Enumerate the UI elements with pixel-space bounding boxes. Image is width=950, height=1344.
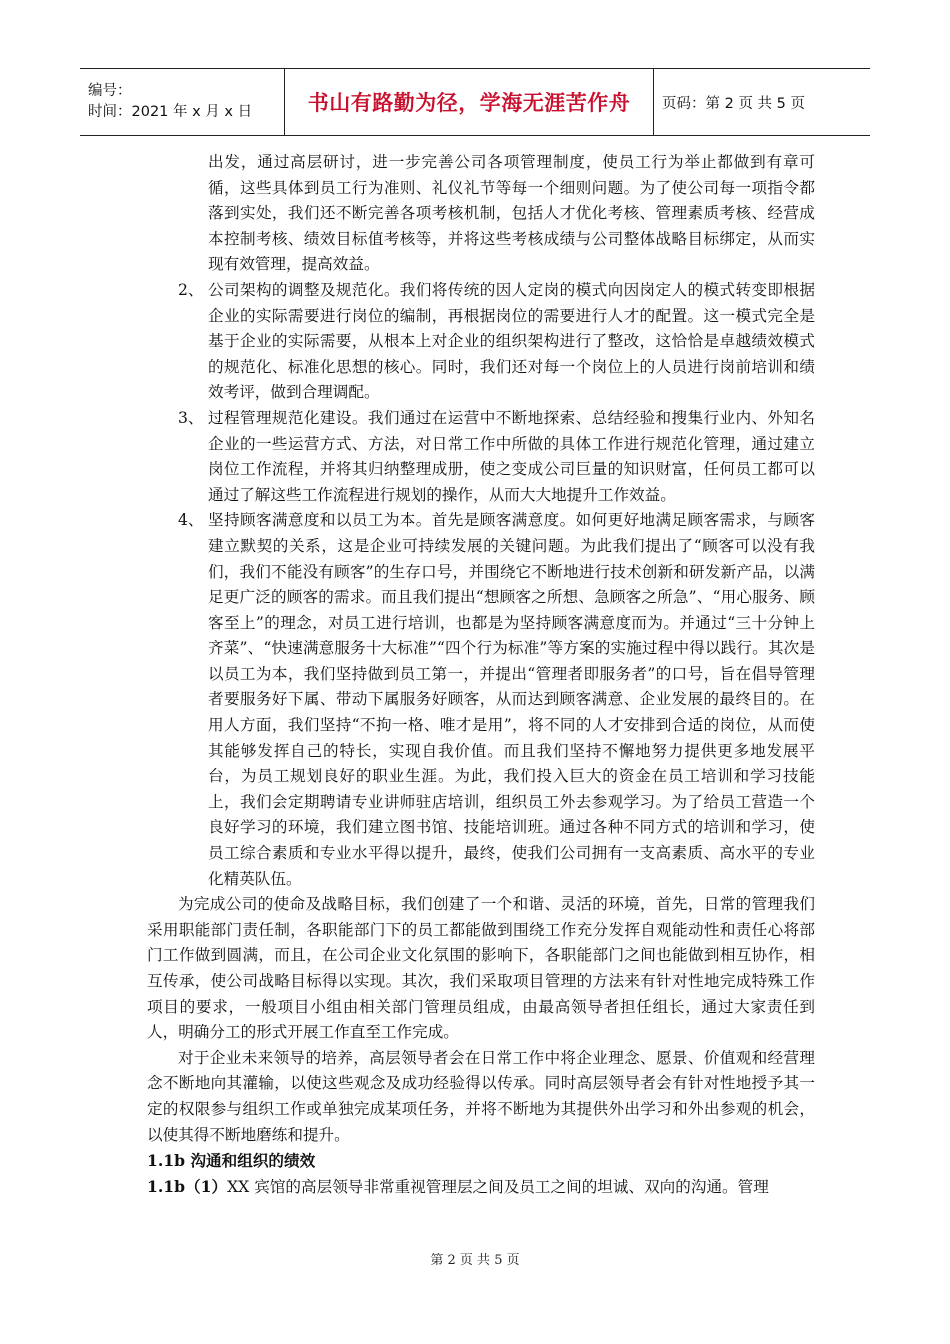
header-motto: 书山有路勤为径，学海无涯苦作舟 (307, 91, 631, 115)
list-item-text: 过程管理规范化建设。我们通过在运营中不断地探索、总结经验和搜集行业内、外知名企业的一些运营方式、方法，对日常工作中所做的具体工作进行规范化管理，通过建立岗位工作流程，并将其归纳整理成册，使之变成公司巨量的知识财富，任何员工都可以通过了解这些工作流程进行规划的操作，从而大大地提升工作效益。 (208, 408, 815, 504)
body-paragraph: 对于企业未来领导的培养，高层领导者会在日常工作中将企业理念、愿景、价值观和经营理念不断地向其灌输，以使这些观念及成功经验得以传承。同时高层领导者会有针对性地授予其一定的权限参与组织工作或单独完成某项任务，并将不断地为其提供外出学习和外出参观的机会，以使其得不断地磨练和提升。 (147, 1048, 815, 1144)
page-header (80, 68, 870, 136)
list-item-number: 4、 (178, 511, 204, 530)
section-first-line (147, 1174, 815, 1201)
body-paragraph: 为完成公司的使命及战略目标，我们创建了一个和谐、灵活的环境，首先，日常的管理我们采用职能部门责任制，各职能部门下的员工都能做到围绕工作充分发挥自观能动性和责任心将部门工作做到圆满，而且，在公司企业文化氛围的影响下，各职能部门之间也能做到相互协作，相互传承，使公司战略目标得以实现。其次，我们采取项目管理的方法来有针对性地完成特殊工作项目的要求，一般项目小组由相关部门管理员组成，由最高领导者担任组长，通过大家责任到人，明确分工的形式开展工作直至工作完成。 (147, 895, 815, 1042)
continued-paragraph: 出发，通过高层研讨，进一步完善公司各项管理制度，使员工行为举止都做到有章可循，这些具体到员工行为准则、礼仪礼节等每一个细则问题。为了使公司每一项指令都落到实处，我们还不断完善各项考核机制，包括人才优化考核、管理素质考核、经营成本控制考核、绩效目标值考核等，并将这些考核成绩与公司整体战略目标绑定，从而实现有效管理，提高效益。 (208, 153, 815, 274)
document-number-label: 编号： (88, 83, 132, 99)
section-heading: 1.1b 沟通和组织的绩效 (147, 1151, 316, 1171)
document-time-label: 时间：2021 年 x 月 x 日 (88, 104, 253, 120)
header-meta (80, 69, 284, 135)
list-item (147, 278, 815, 406)
list-item-text: 坚持顾客满意度和以员工为本。首先是顾客满意度。如何更好地满足顾客需求，与顾客建立默契的关系，这是企业可持续发展的关键问题。为此我们提出了“顾客可以没有我们，我们不能没有顾客”的生存口号，并围绕它不断地进行技术创新和研发新产品，以满足更广泛的顾客的需求。而且我们提出“想顾客之所想、急顾客之所急”、“用心服务、顾客至上”的理念，对员工进行培训，也都是为坚持顾客满意度而为。并通过“三十分钟上齐菜”、“快速满意服务十大标准”“四个行为标准”等方案的实施过程中得以践行。其次是以员工为本，我们坚持做到员工第一，并提出“管理者即服务者”的口号，旨在倡导管理者要服务好下属、带动下属服务好顾客，从而达到顾客满意、企业发展的最终目的。在用人方面，我们坚持“不拘一格、唯才是用”，将不同的人才安排到合适的岗位，从而使其能够发挥自己的特长，实现自我价值。而且我们坚持不懈地努力提供更多地发展平台，为员工规划良好的职业生涯。为此，我们投入巨大的资金在员工培训和学习技能上，我们会定期聘请专业讲师驻店培训，组织员工外去参观学习。为了给员工营造一个良好学习的环境，我们建立图书馆、技能培训班。通过各种不同方式的培训和学习，使员工综合素质和专业水平得以提升，最终，使我们公司拥有一支高素质、高水平的专业化精英队伍。 (208, 511, 815, 888)
list-item-text: 公司架构的调整及规范化。我们将传统的因人定岗的模式向因岗定人的模式转变即根据企业的实际需要进行岗位的编制，再根据岗位的需要进行人才的配置。这一模式完全是基于企业的实际需要，从根本上对企业的组织架构进行了整改，这恰恰是卓越绩效模式的规范化、标准化思想的核心。同时，我们还对每一个岗位上的人员进行岗前培训和绩效考评，做到合理调配。 (208, 280, 815, 402)
page-footer: 第 2 页 共 5 页 (430, 1253, 520, 1268)
header-page-cell (654, 69, 870, 135)
document-body (147, 150, 815, 1200)
list-item (147, 508, 815, 892)
section-lead-text: XX 宾馆的高层领导非常重视管理层之间及员工之间的坦诚、双向的沟通。管理 (227, 1177, 769, 1196)
list-item (147, 406, 815, 508)
section-lead-label: 1.1b（1） (147, 1176, 228, 1196)
header-motto-cell (284, 69, 654, 135)
list-item-number: 3、 (178, 408, 204, 427)
header-page-label: 页码：第 2 页 共 5 页 (662, 95, 805, 112)
list-item-number: 2、 (178, 280, 204, 299)
